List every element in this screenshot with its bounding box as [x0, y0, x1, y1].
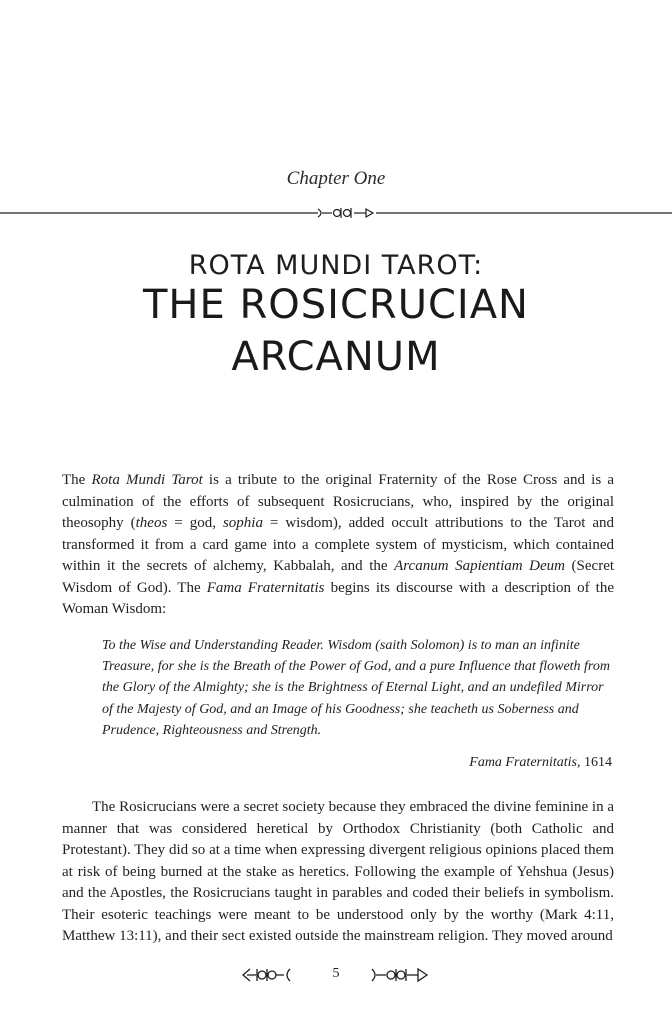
citation-year: , 1614: [577, 755, 612, 770]
p1-s8: Arcanum Sapientiam Deum: [394, 558, 565, 574]
p1-s9: (Secret Wisdom of God). The: [62, 558, 615, 596]
p1-s6: sophia: [222, 515, 263, 531]
page-number: 5: [332, 966, 340, 981]
p1-s7: = wisdom), added occult attributions to the Tarot and transformed it from a card game into a complete system of mysticism, which contained within it the secrets of alchemy, Kabbalah, and the: [62, 515, 614, 574]
p1-s11: begins its discourse with a description of the Woman Wisdom:: [62, 579, 614, 617]
paragraph-1: [62, 470, 614, 621]
p1-s1: The: [62, 472, 92, 488]
paragraph-2: The Rosicrucians were a secret society because they embraced the divine feminine in a manner that was considered heretical by Orthodox Christianity (both Catholic and Protestant). They did so at a time when expressing divergent religious opinions placed them at risk of being burned at the stake as heretics. Following the example of Yehshua (Jesus) and the Apostles, the Rosicrucians taught in parables and coded their beliefs in symbolism. Their esoteric teachings were meant to be understood only by the worthy (Mark 4:11, Matthew 13:11), and their sect existed outside the mainstream religion. They moved around: [62, 799, 614, 944]
title-line-2: THE ROSICRUCIAN: [143, 282, 529, 328]
title-line-1: ROTA MUNDI TAROT:: [188, 250, 484, 281]
p1-s3: is a tribute to the original Fraternity of the Rose Cross and is a culmination of the efforts of subsequent Rosicrucians, who, inspired by the original theosophy (: [62, 472, 615, 531]
p1-s10: Fama Fraternitatis: [206, 579, 325, 596]
title-line-3: ARCANUM: [231, 334, 441, 380]
quote-citation: [469, 755, 612, 771]
chapter-divider: [0, 205, 672, 221]
p1-s2: Rota Mundi Tarot: [91, 472, 203, 488]
citation-title: Fama Fraternitatis: [469, 755, 577, 770]
divider-ornament-icon: [0, 205, 672, 221]
p1-s5: = god,: [167, 515, 223, 531]
chapter-label: Chapter One: [286, 168, 386, 189]
p1-s4: theos: [135, 515, 168, 531]
block-quote: To the Wise and Understanding Reader. Wisdom (saith Solomon) is to man an infinite Treasure, for she is the Breath of the Power of God, and a pure Influence that floweth from the Glory of the Almighty; she is the Brightness of Eternal Light, and an undefiled Mirror of the Majesty of God, and an Image of his Goodness; she teacheth us Soberness and Prudence, Righteousness and Strength.: [102, 638, 610, 738]
